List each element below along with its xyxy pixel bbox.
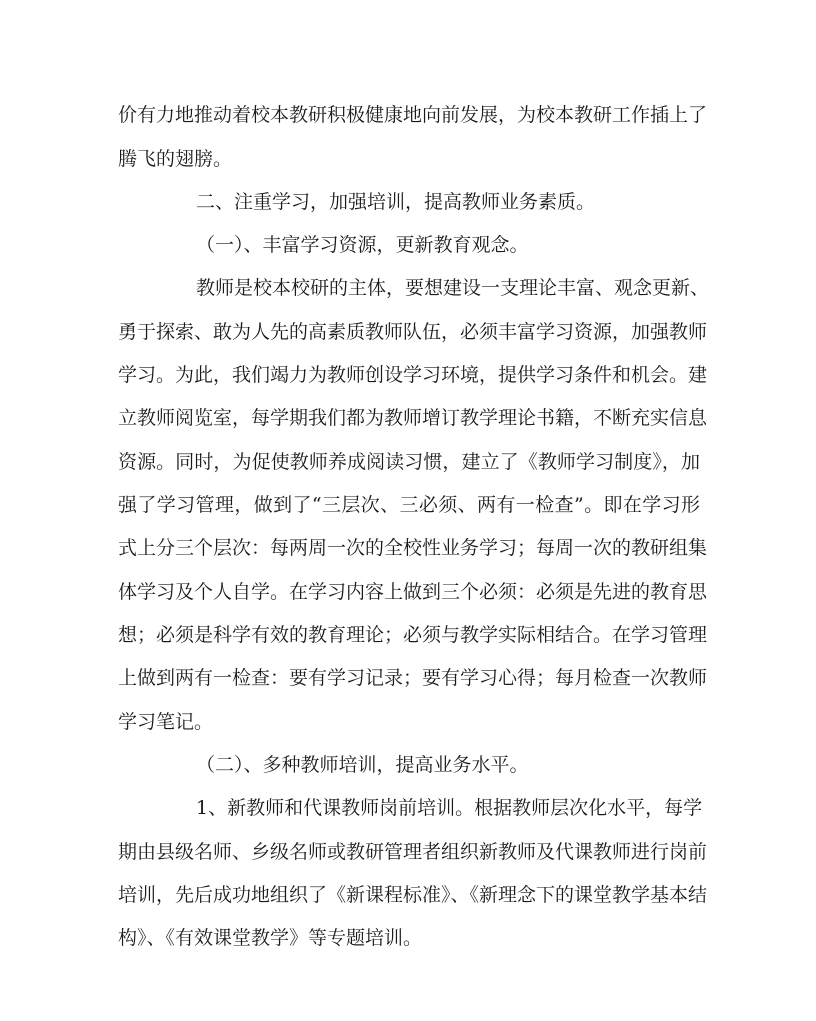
text-line: 培训，先后成功地组织了《新课程标准》、《新理念下的课堂教学基本结 bbox=[118, 884, 708, 906]
text-line: 价有力地推动着校本教研积极健康地向前发展，为校本教研工作插上了 bbox=[118, 104, 708, 126]
text-line: 教师是校本校研的主体，要想建设一支理论丰富、观念更新、 bbox=[196, 277, 710, 299]
subsection-heading: （一）、丰富学习资源，更新教育观念。 bbox=[196, 234, 529, 256]
text-line: 体学习及个人自学。在学习内容上做到三个必须：必须是先进的教育思 bbox=[118, 581, 708, 603]
text-line: 学习笔记。 bbox=[118, 711, 214, 733]
section-heading: 二、注重学习，加强培训，提高教师业务素质。 bbox=[196, 191, 596, 213]
text-line: 期由县级名师、乡级名师或教研管理者组织新教师及代课教师进行岗前 bbox=[118, 841, 708, 863]
text-line: 想；必须是科学有效的教育理论；必须与教学实际相结合。在学习管理 bbox=[118, 624, 708, 646]
text-line: 腾飞的翅膀。 bbox=[118, 148, 233, 170]
text-line: 资源。同时，为促使教师养成阅读习惯，建立了《教师学习制度》，加 bbox=[118, 451, 700, 473]
text-line: 式上分三个层次：每两周一次的全校性业务学习；每周一次的教研组集 bbox=[118, 537, 708, 559]
text-line: 立教师阅览室，每学期我们都为教师增订教学理论书籍，不断充实信息 bbox=[118, 407, 708, 429]
text-line: 勇于探索、敢为人先的高素质教师队伍，必须丰富学习资源，加强教师 bbox=[118, 321, 708, 343]
text-line: 上做到两有一检查：要有学习记录；要有学习心得；每月检查一次教师 bbox=[118, 667, 708, 689]
subsection-heading: （二）、多种教师培训，提高业务水平。 bbox=[196, 754, 529, 776]
text-line: 学习。为此，我们竭力为教师创设学习环境，提供学习条件和机会。建 bbox=[118, 364, 708, 386]
text-line: 构》、《有效课堂教学》等专题培训。 bbox=[118, 927, 423, 949]
text-line: 1、新教师和代课教师岗前培训。根据教师层次化水平，每学 bbox=[196, 797, 703, 819]
text-line: 强了学习管理，做到了“三层次、三必须、两有一检查”。即在学习形 bbox=[118, 494, 700, 516]
